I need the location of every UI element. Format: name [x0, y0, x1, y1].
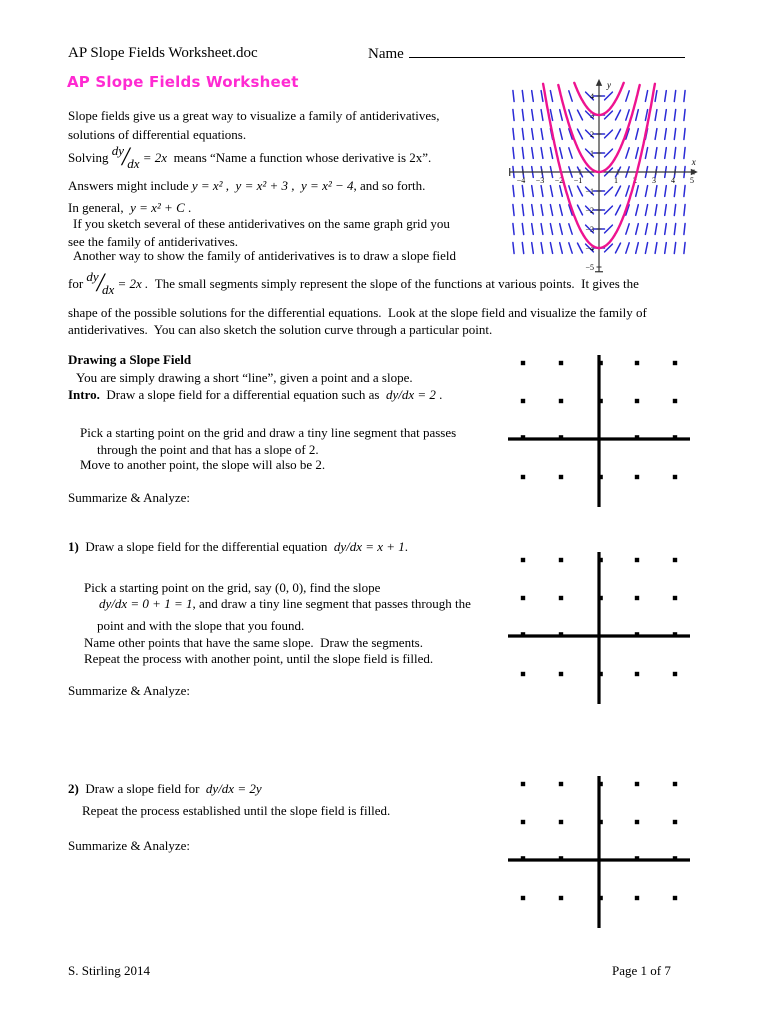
- intro-label: Intro.: [68, 387, 100, 402]
- dot-grid-svg: [496, 352, 706, 520]
- footer-author: S. Stirling 2014: [68, 963, 150, 978]
- svg-text:1: 1: [614, 176, 618, 185]
- worksheet-title: AP Slope Fields Worksheet: [67, 73, 299, 91]
- drawing-line-1: You are simply drawing a short “line”, given a point and a slope.: [76, 370, 413, 385]
- another-way-line: Another way to show the family of antiderivatives is to draw a slope field: [73, 248, 457, 263]
- svg-text:−1: −1: [585, 187, 594, 196]
- dot-grid-svg: [496, 773, 706, 941]
- q1-step-4: Name other points that have the same slope. Draw the segments.: [84, 635, 423, 650]
- q1-step-2-math: dy/dx = 0 + 1 = 1: [99, 596, 193, 611]
- svg-text:3: 3: [652, 176, 656, 185]
- fraction-denominator: dx: [127, 156, 140, 171]
- general-pre-text: In general,: [68, 200, 131, 215]
- q1-dot-grid: [496, 549, 706, 717]
- general-math: y = x² + C: [130, 200, 185, 215]
- document-filename: AP Slope Fields Worksheet.doc: [68, 45, 258, 61]
- answers-line: [68, 176, 425, 195]
- intro-line-1: Slope fields give us a great way to visualize a family of antiderivatives,: [68, 108, 440, 123]
- sketch-line-2: see the family of antiderivatives.: [68, 234, 239, 249]
- dot-grid-svg: [496, 549, 706, 717]
- svg-text:−5: −5: [585, 263, 594, 272]
- sketch-line-1: If you sketch several of these antiderivatives on the same graph grid you: [73, 216, 450, 231]
- q2-dot-grid: [496, 773, 706, 941]
- fraction-denominator: dx: [101, 282, 115, 297]
- fraction-numerator: dy: [86, 269, 99, 284]
- drawing-step-1: Pick a starting point on the grid and draw a tiny line segment that passes: [80, 425, 457, 440]
- fraction-numerator: dy: [111, 143, 124, 158]
- q2-prompt-text: Draw a slope field for: [78, 781, 206, 796]
- q2-step-1: Repeat the process established until the slope field is filled.: [82, 803, 391, 818]
- svg-text:2: 2: [633, 176, 637, 185]
- footer-page-number: Page 1 of 7: [612, 963, 671, 978]
- svg-text:3: 3: [590, 111, 594, 120]
- intro-dot-grid: [496, 352, 706, 520]
- drawing-step-2: through the point and that has a slope of 2.: [97, 442, 319, 457]
- q1-prompt-math: dy/dx = x + 1: [333, 539, 405, 554]
- q1-prompt-end: .: [404, 539, 409, 554]
- svg-text:−4: −4: [516, 176, 526, 185]
- svg-text:2: 2: [590, 130, 594, 139]
- intro-line-2: solutions of differential equations.: [68, 127, 247, 142]
- for-pre-text: for: [68, 276, 87, 291]
- q2-prompt-math: dy/dx = 2y: [205, 781, 262, 796]
- solving-equation: = 2x: [139, 150, 171, 165]
- q1-prompt-text: Draw a slope field for the differential equation: [78, 539, 334, 554]
- q1-step-2-text: , and draw a tiny line segment that passes through the: [192, 596, 471, 611]
- solving-post-text: means “Name a function whose derivative is 2x”.: [170, 150, 432, 165]
- q2-label: 2): [68, 781, 79, 796]
- drawing-heading: Drawing a Slope Field: [68, 352, 192, 367]
- dy-dx-fraction: [86, 267, 115, 297]
- solving-equation-line: [68, 141, 432, 171]
- q2-prompt-line: [68, 781, 262, 797]
- q1-step-3: point and with the slope that you found.: [97, 618, 305, 633]
- solving-pre-text: Solving: [68, 150, 112, 165]
- for-post-text-2: shape of the possible solutions for the differential equations. Look at the slope field and visualize the family of: [68, 305, 647, 320]
- antiderivative-graph: [504, 72, 708, 278]
- name-field: [368, 44, 685, 64]
- answers-pre-text: Answers might include: [68, 178, 192, 193]
- svg-text:5: 5: [690, 176, 694, 185]
- drawing-summarize-label: Summarize & Analyze:: [68, 490, 191, 505]
- answers-post-text: , and so forth.: [353, 178, 426, 193]
- svg-text:−2: −2: [585, 206, 594, 215]
- svg-text:−1: −1: [573, 176, 583, 185]
- for-post-text-1: The small segments simply represent the slope of the functions at various points. It gives the: [154, 276, 639, 291]
- q1-label: 1): [68, 539, 79, 554]
- intro-exercise-end: .: [435, 387, 443, 402]
- graph-ticks: [523, 96, 694, 267]
- intro-exercise-math: dy/dx = 2: [385, 387, 436, 402]
- for-equation: = 2x .: [114, 276, 155, 291]
- name-blank-line: [409, 44, 685, 58]
- svg-text:−3: −3: [585, 225, 594, 234]
- q1-prompt-line: [68, 539, 408, 555]
- name-label: Name: [368, 46, 404, 62]
- q1-step-5: Repeat the process with another point, until the slope field is filled.: [84, 651, 434, 666]
- svg-text:4: 4: [671, 176, 675, 185]
- general-post-text: .: [184, 200, 192, 215]
- q1-step-1: Pick a starting point on the grid, say (0, 0), find the slope: [84, 580, 381, 595]
- answers-math: y = x² , y = x² + 3 , y = x² − 4: [191, 178, 354, 193]
- fraction-slash: /: [96, 268, 104, 297]
- dy-dx-fraction: [111, 141, 140, 171]
- q1-summarize-label: Summarize & Analyze:: [68, 683, 191, 698]
- q2-summarize-label: Summarize & Analyze:: [68, 838, 191, 853]
- svg-text:−3: −3: [535, 176, 545, 185]
- graph-svg: [504, 72, 708, 278]
- drawing-step-3: Move to another point, the slope will also be 2.: [80, 457, 326, 472]
- svg-text:−2: −2: [554, 176, 564, 185]
- intro-exercise-text: Draw a slope field for a differential equation such as: [99, 387, 386, 402]
- svg-text:4: 4: [590, 92, 594, 101]
- fraction-slash: /: [122, 142, 130, 171]
- svg-text:1: 1: [590, 149, 594, 158]
- x-axis-label: x: [691, 157, 696, 167]
- for-post-text-3: antiderivatives. You can also sketch the solution curve through a particular point.: [68, 322, 493, 337]
- y-axis-label: y: [607, 79, 611, 90]
- q1-step-2: [99, 596, 471, 612]
- intro-exercise-line: [68, 387, 442, 403]
- svg-text:−4: −4: [585, 244, 594, 253]
